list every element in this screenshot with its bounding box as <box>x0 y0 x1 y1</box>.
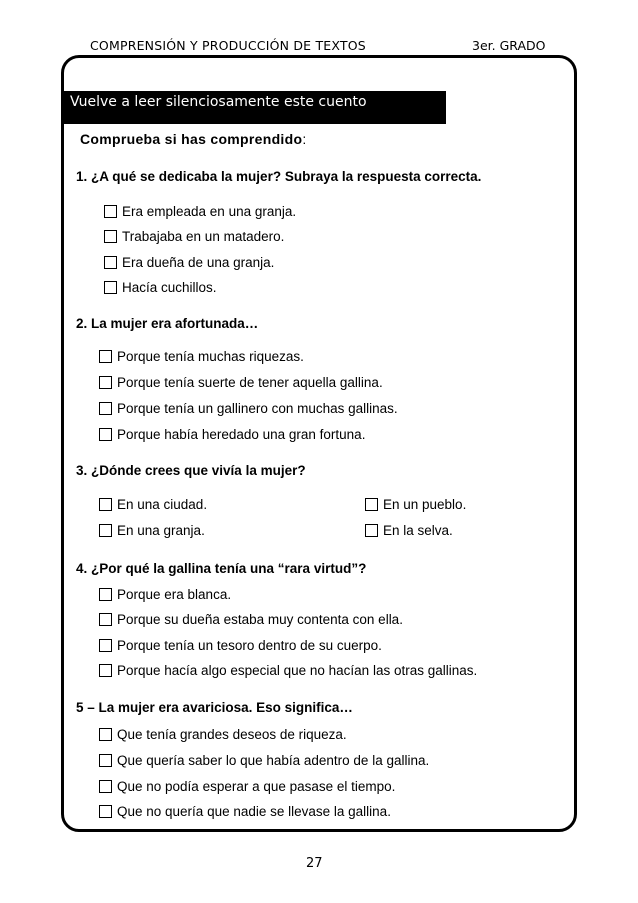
option-1d[interactable] <box>104 280 217 295</box>
subtitle-bold: Comprueba si has comprendido <box>80 131 303 147</box>
option-label: Porque tenía suerte de tener aquella gallina. <box>117 375 383 390</box>
option-4d[interactable] <box>99 663 477 678</box>
option-2a[interactable] <box>99 349 304 364</box>
checkbox[interactable] <box>99 664 112 677</box>
option-label: Que no podía esperar a que pasase el tiempo. <box>117 779 396 794</box>
header-title: COMPRENSIÓN Y PRODUCCIÓN DE TEXTOS <box>90 38 366 53</box>
checkbox[interactable] <box>104 230 117 243</box>
option-5c[interactable] <box>99 779 395 794</box>
option-5a[interactable] <box>99 727 347 742</box>
checkbox[interactable] <box>99 524 112 537</box>
checkbox[interactable] <box>365 498 378 511</box>
option-2c[interactable] <box>99 401 398 416</box>
option-label: En una ciudad. <box>117 497 208 512</box>
checkbox[interactable] <box>99 402 112 415</box>
checkbox[interactable] <box>104 281 117 294</box>
option-label: Porque tenía muchas riquezas. <box>117 349 304 364</box>
option-3b[interactable] <box>365 497 466 512</box>
checkbox[interactable] <box>99 613 112 626</box>
option-2b[interactable] <box>99 375 383 390</box>
page-number: 27 <box>306 856 323 871</box>
option-label: Que tenía grandes deseos de riqueza. <box>117 727 347 742</box>
option-4b[interactable] <box>99 612 403 627</box>
option-label: Hacía cuchillos. <box>122 280 217 295</box>
option-5b[interactable] <box>99 753 429 768</box>
checkbox[interactable] <box>365 524 378 537</box>
question-4: 4. ¿Por qué la gallina tenía una “rara virtud”? <box>76 561 367 576</box>
question-2: 2. La mujer era afortunada… <box>76 316 259 331</box>
question-1: 1. ¿A qué se dedicaba la mujer? Subraya la respuesta correcta. <box>76 169 482 184</box>
option-label: Porque era blanca. <box>117 587 232 602</box>
checkbox[interactable] <box>99 754 112 767</box>
checkbox[interactable] <box>104 256 117 269</box>
instruction-banner: Vuelve a leer silenciosamente este cuento <box>64 91 446 124</box>
option-label: En una granja. <box>117 523 205 538</box>
option-1a[interactable] <box>104 204 296 219</box>
option-3a[interactable] <box>99 497 207 512</box>
option-label: Porque había heredado una gran fortuna. <box>117 427 366 442</box>
checkbox[interactable] <box>99 588 112 601</box>
option-label: Porque su dueña estaba muy contenta con ella. <box>117 612 403 627</box>
option-label: En la selva. <box>383 523 453 538</box>
option-label: Trabajaba en un matadero. <box>122 229 285 244</box>
option-3d[interactable] <box>365 523 453 538</box>
question-3: 3. ¿Dónde crees que vivía la mujer? <box>76 463 306 478</box>
checkbox[interactable] <box>99 498 112 511</box>
question-5: 5 – La mujer era avariciosa. Eso significa… <box>76 700 353 715</box>
option-2d[interactable] <box>99 427 365 442</box>
option-3c[interactable] <box>99 523 205 538</box>
checkbox[interactable] <box>99 428 112 441</box>
checkbox[interactable] <box>99 350 112 363</box>
header-grade: 3er. GRADO <box>472 38 546 53</box>
checkbox[interactable] <box>99 780 112 793</box>
checkbox[interactable] <box>104 205 117 218</box>
option-5d[interactable] <box>99 804 391 819</box>
checkbox[interactable] <box>99 728 112 741</box>
option-label: En un pueblo. <box>383 497 467 512</box>
option-1b[interactable] <box>104 229 284 244</box>
subtitle <box>80 131 307 147</box>
option-label: Porque tenía un tesoro dentro de su cuerpo. <box>117 638 382 653</box>
option-label: Porque tenía un gallinero con muchas gallinas. <box>117 401 398 416</box>
option-label: Porque hacía algo especial que no hacían las otras gallinas. <box>117 663 478 678</box>
checkbox[interactable] <box>99 805 112 818</box>
option-label: Era empleada en una granja. <box>122 204 297 219</box>
option-label: Que quería saber lo que había adentro de la gallina. <box>117 753 430 768</box>
option-4a[interactable] <box>99 587 231 602</box>
checkbox[interactable] <box>99 639 112 652</box>
option-4c[interactable] <box>99 638 382 653</box>
option-label: Que no quería que nadie se llevase la gallina. <box>117 804 391 819</box>
checkbox[interactable] <box>99 376 112 389</box>
subtitle-suffix: : <box>302 131 307 147</box>
option-1c[interactable] <box>104 255 274 270</box>
option-label: Era dueña de una granja. <box>122 255 275 270</box>
